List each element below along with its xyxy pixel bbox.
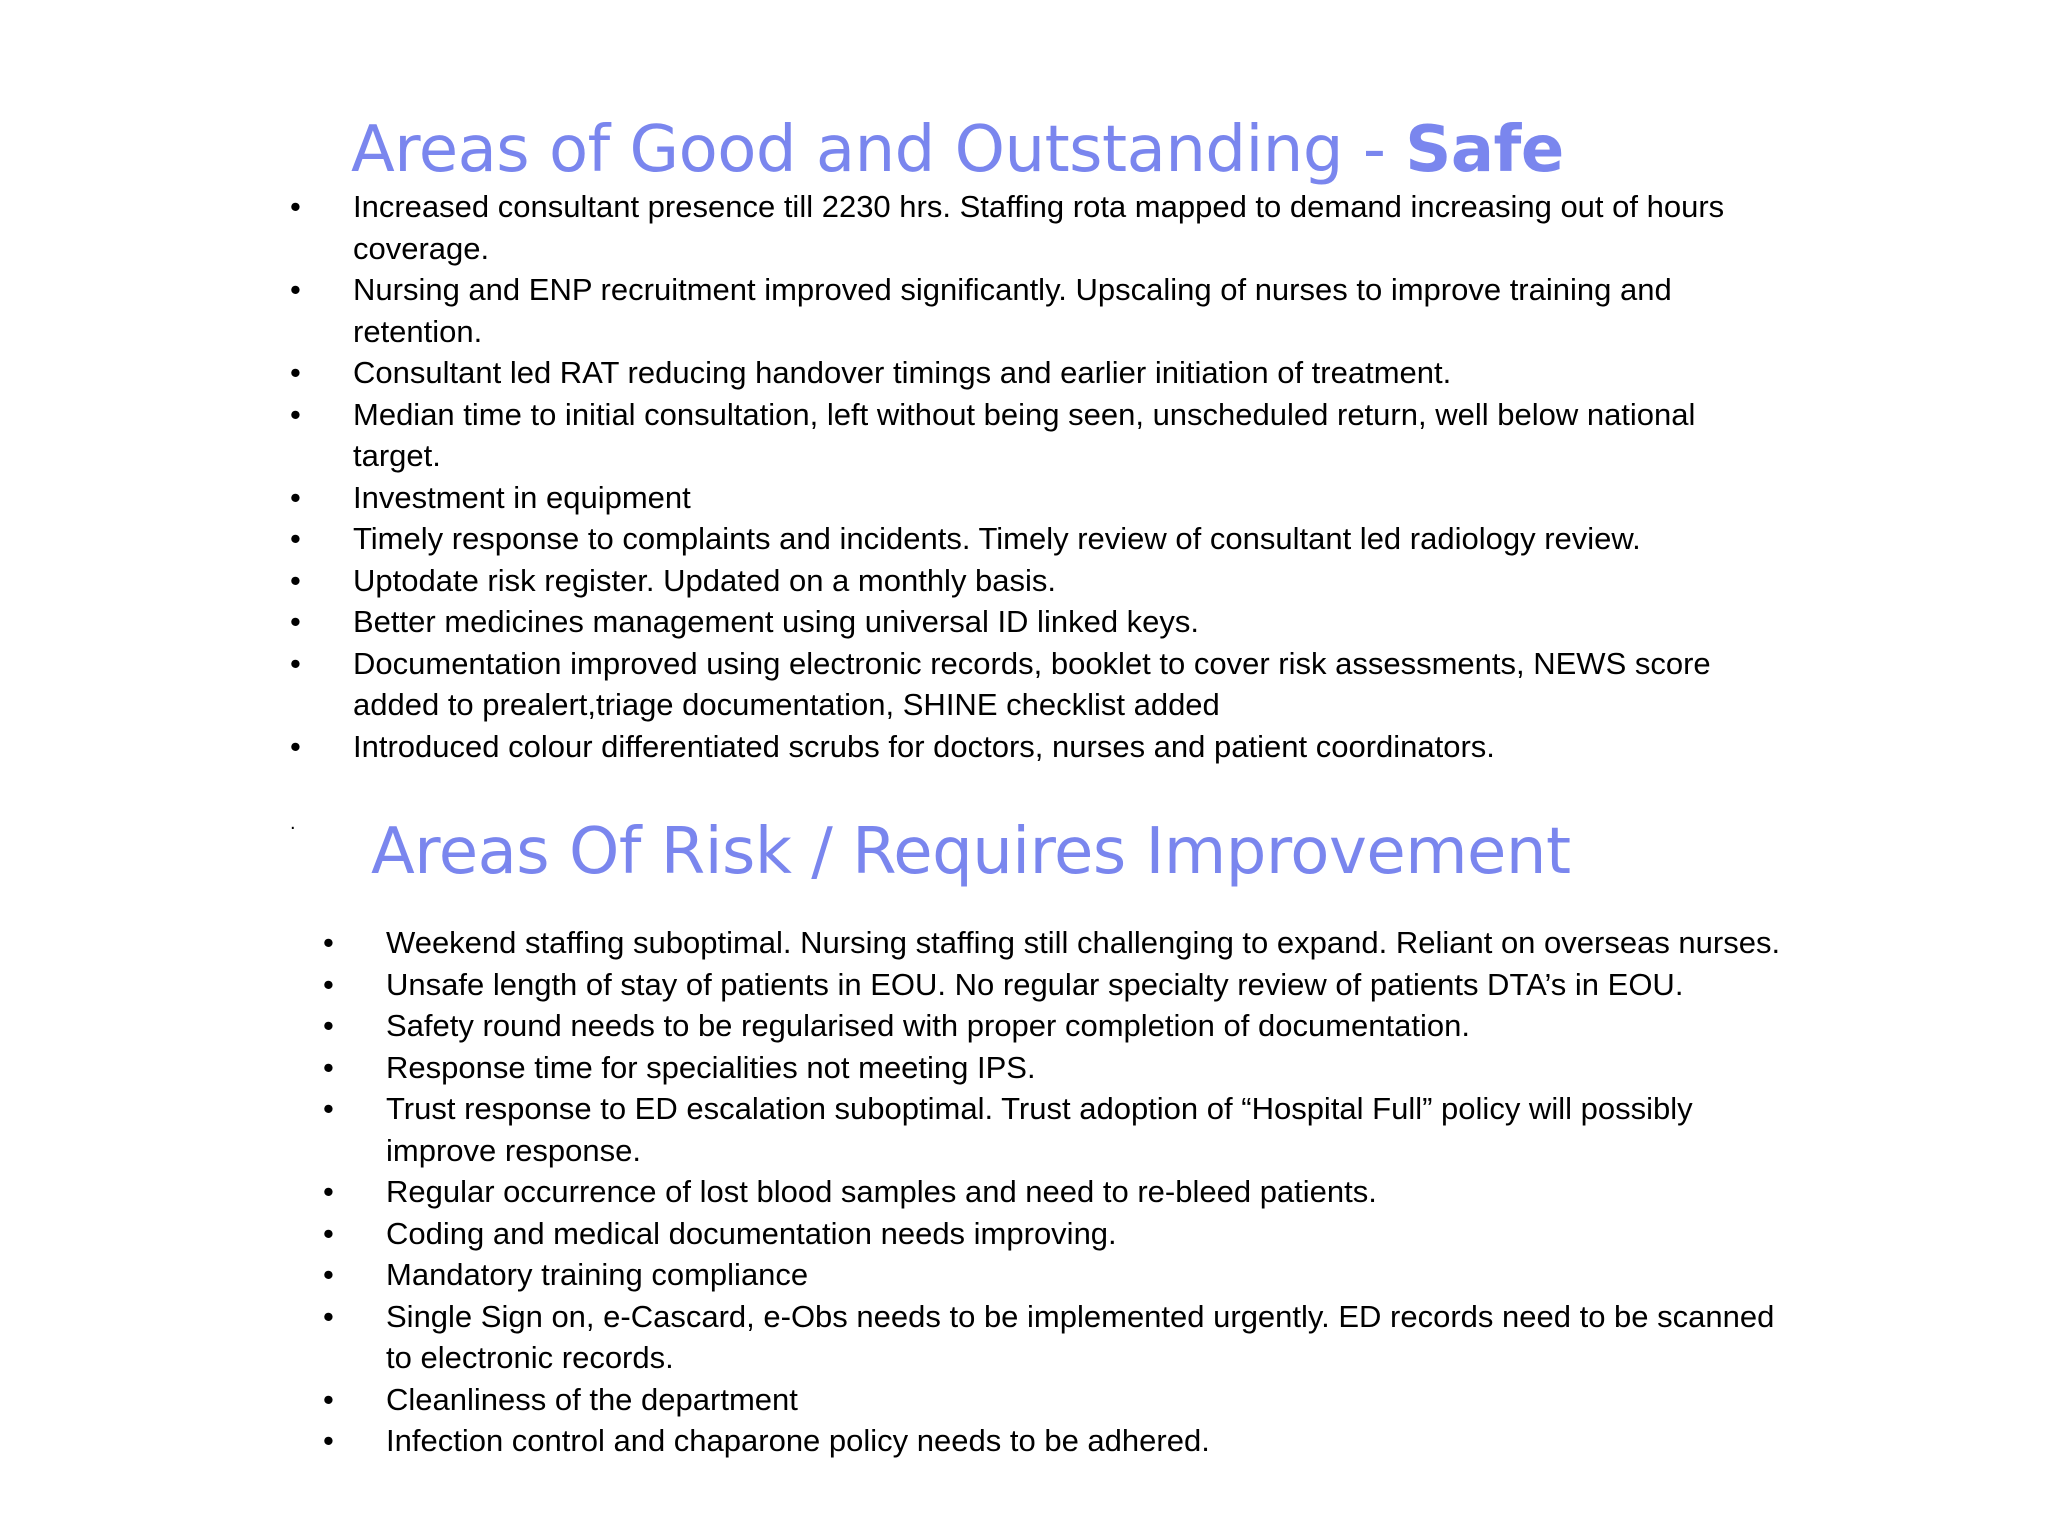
bullet-icon: • [323, 1423, 334, 1458]
list-item-text: Weekend staffing suboptimal. Nursing staffing still challenging to expand. Reliant on overseas nurses. [386, 925, 1781, 960]
list-item-text: Unsafe length of stay of patients in EOU. No regular specialty review of patients DTA’s in EOU. [386, 966, 1684, 1002]
list-item-text: Better medicines management using universal ID linked keys. [353, 604, 1200, 639]
list-item-text: Safety round needs to be regularised with proper completion of documentation. [386, 1008, 1470, 1043]
list-item [323, 1379, 1803, 1421]
list-item [290, 394, 1790, 477]
bullet-icon: • [323, 1049, 334, 1085]
list-item-text: Cleanliness of the department [386, 1381, 798, 1417]
bullet-icon: • [323, 1257, 334, 1292]
list-item-text: Introduced colour differentiated scrubs for doctors, nurses and patient coordinators. [353, 728, 1495, 764]
list-item-text: Response time for specialities not meeting IPS. [386, 1049, 1036, 1085]
list-item-text: Timely response to complaints and incidents. Timely review of consultant led radiology review. [353, 521, 1641, 556]
list-item [323, 1213, 1803, 1255]
bullet-icon: • [290, 728, 301, 764]
bullet-icon: • [290, 479, 301, 515]
list-item-text: Documentation improved using electronic records, booklet to cover risk assessments, NEWS score added to prealert,triage documentation, SHINE checklist added [353, 645, 1711, 722]
list-item [290, 643, 1790, 726]
bullet-icon: • [323, 1381, 334, 1417]
list-item-text: Increased consultant presence till 2230 hrs. Staffing rota mapped to demand increasing out of hours coverage. [353, 189, 1725, 266]
list-item [323, 1005, 1803, 1047]
bullet-icon: • [290, 189, 301, 224]
list-item [323, 1171, 1803, 1213]
list-item [290, 477, 1790, 519]
list-item-text: Uptodate risk register. Updated on a monthly basis. [353, 562, 1057, 598]
list-item [290, 726, 1790, 768]
list-item [290, 352, 1790, 394]
list-item [323, 964, 1803, 1006]
list-item [290, 269, 1790, 352]
stray-dot-mark: . [290, 812, 296, 834]
heading-good-bold-text: Safe [1405, 113, 1564, 187]
list-item-text: Single Sign on, e-Cascard, e-Obs needs to be implemented urgently. ED records need to be scanned to electronic records. [386, 1298, 1775, 1375]
bullet-icon: • [290, 562, 301, 598]
bullet-icon: • [290, 521, 301, 556]
bullet-icon: • [323, 1215, 334, 1251]
bullet-icon: • [323, 966, 334, 1002]
bullet-icon: • [290, 355, 301, 390]
heading-good-regular-text: Areas of Good and Outstanding - [351, 113, 1406, 187]
list-item-text: Regular occurrence of lost blood samples and need to re-bleed patients. [386, 1174, 1377, 1209]
bullet-icon: • [323, 1091, 334, 1126]
list-item-text: Nursing and ENP recruitment improved significantly. Upscaling of nurses to improve training and retention. [353, 272, 1672, 349]
bullet-icon: • [323, 1298, 334, 1334]
list-item-text: Investment in equipment [353, 479, 691, 515]
list-item-text: Coding and medical documentation needs improving. [386, 1215, 1117, 1251]
heading-risk-improvement: Areas Of Risk / Requires Improvement [371, 815, 1571, 889]
list-item-text: Mandatory training compliance [386, 1257, 809, 1292]
bullet-icon: • [323, 1174, 334, 1209]
heading-good-outstanding [351, 113, 1564, 187]
risk-improvement-list [323, 922, 1803, 1462]
bullet-icon: • [323, 925, 334, 960]
bullet-icon: • [323, 1008, 334, 1043]
list-item [323, 1047, 1803, 1089]
good-outstanding-list [290, 186, 1790, 767]
list-item-text: Trust response to ED escalation suboptimal. Trust adoption of “Hospital Full” policy will possibly improve response. [386, 1091, 1693, 1168]
list-item [290, 518, 1790, 560]
bullet-icon: • [290, 272, 301, 307]
list-item [323, 1420, 1803, 1462]
bullet-icon: • [290, 604, 301, 639]
list-item-text: Infection control and chaparone policy needs to be adhered. [386, 1423, 1210, 1458]
list-item [323, 922, 1803, 964]
bullet-icon: • [290, 396, 301, 432]
list-item [290, 601, 1790, 643]
list-item [323, 1088, 1803, 1171]
bullet-icon: • [290, 645, 301, 681]
list-item [323, 1296, 1803, 1379]
list-item-text: Median time to initial consultation, left without being seen, unscheduled return, well below national target. [353, 396, 1696, 473]
list-item [290, 560, 1790, 602]
list-item-text: Consultant led RAT reducing handover timings and earlier initiation of treatment. [353, 355, 1452, 390]
list-item [323, 1254, 1803, 1296]
list-item [290, 186, 1790, 269]
